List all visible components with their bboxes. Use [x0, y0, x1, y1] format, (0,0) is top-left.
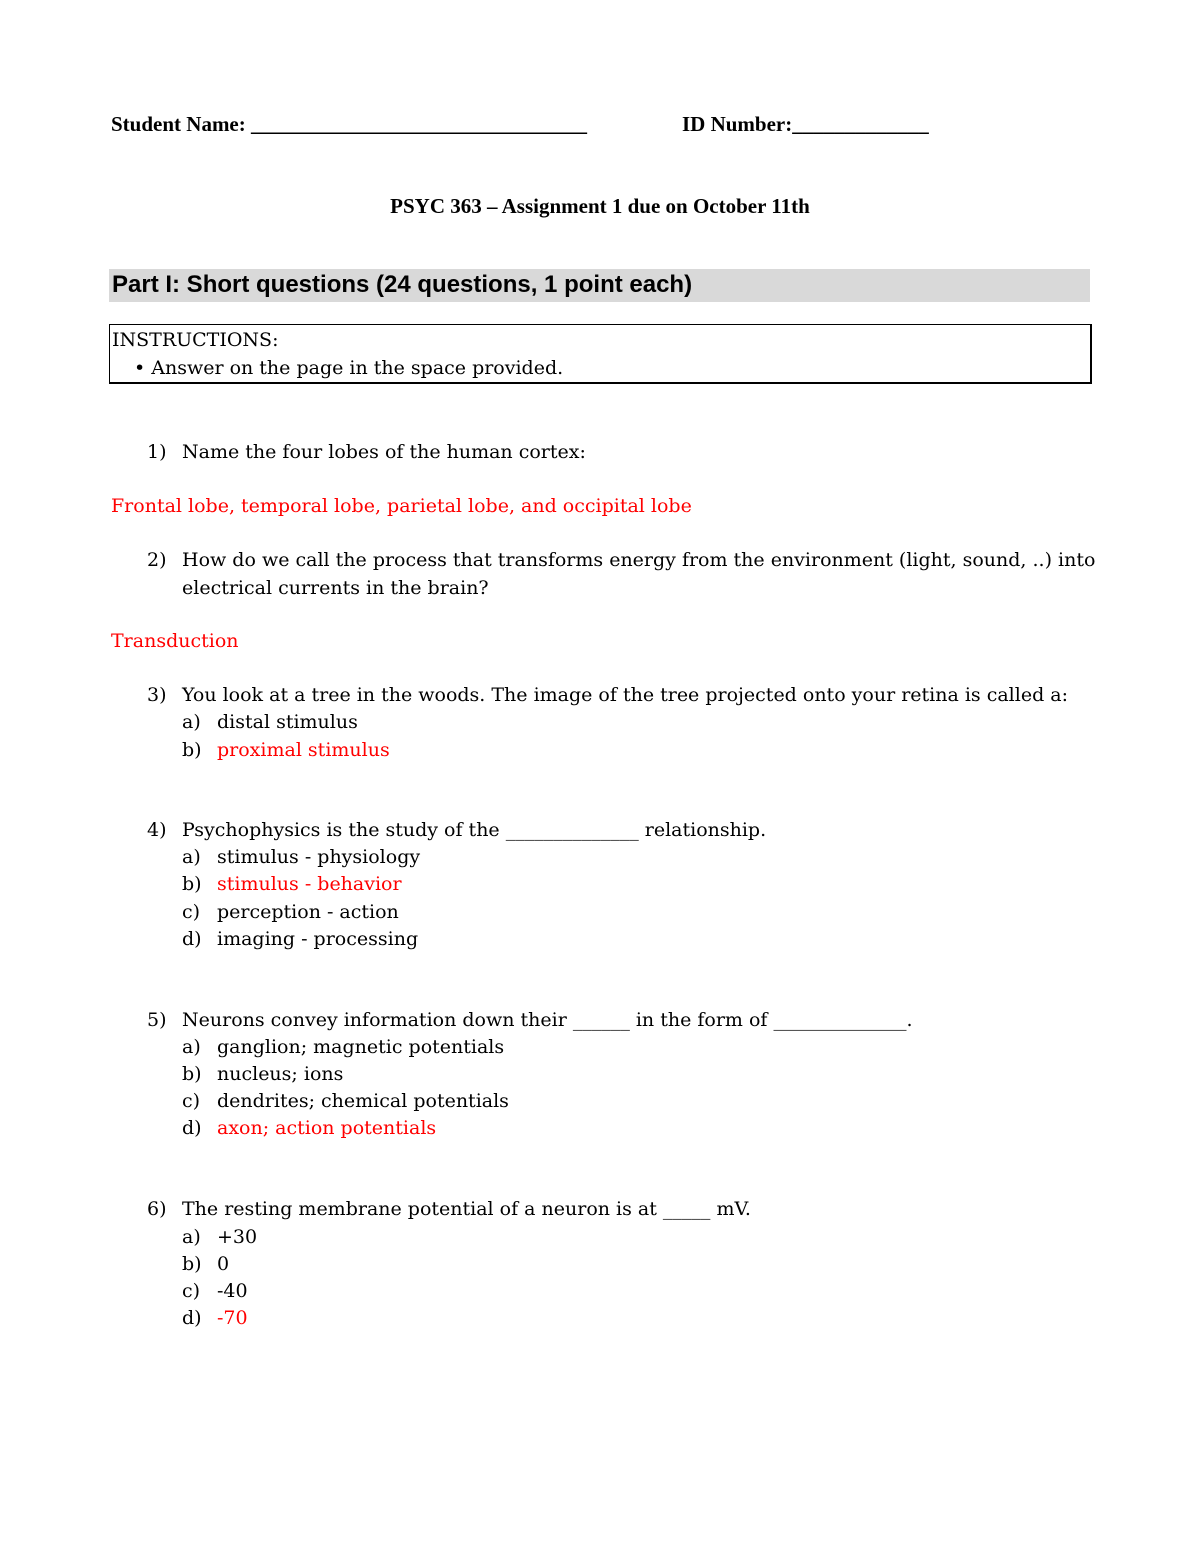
id-number-field: ID Number:_____________	[682, 112, 929, 136]
option-letter: a)	[182, 1226, 201, 1248]
question-text: The resting membrane potential of a neuron is at _____ mV.	[182, 1198, 751, 1220]
instructions-heading: INSTRUCTIONS:	[112, 329, 279, 351]
option-text: -40	[217, 1280, 248, 1302]
option-letter: b)	[182, 1063, 202, 1085]
question-number: 5)	[147, 1009, 167, 1031]
option-letter: d)	[182, 928, 202, 950]
question-text: You look at a tree in the woods. The image of the tree projected onto your retina is called a:	[182, 684, 1069, 706]
option-letter: b)	[182, 1253, 202, 1275]
part-title: Part I: Short questions (24 questions, 1 point each)	[112, 271, 693, 298]
question-number: 3)	[147, 684, 167, 706]
option-letter: d)	[182, 1307, 202, 1329]
instructions-item: • Answer on the page in the space provided.	[134, 357, 564, 379]
option-text-correct: -70	[217, 1307, 248, 1329]
question-number: 4)	[147, 819, 167, 841]
option-text: +30	[217, 1226, 258, 1248]
question-text: Psychophysics is the study of the ______________ relationship.	[182, 819, 767, 841]
answer-text: Transduction	[111, 630, 239, 652]
option-text: dendrites; chemical potentials	[217, 1090, 509, 1112]
option-text: 0	[217, 1253, 230, 1275]
option-text-correct: proximal stimulus	[217, 739, 390, 761]
option-letter: c)	[182, 901, 201, 923]
question-text: Name the four lobes of the human cortex:	[182, 441, 586, 463]
option-letter: a)	[182, 1036, 201, 1058]
question-text-line-1: How do we call the process that transforms energy from the environment (light, sound, ..) into	[182, 549, 1096, 571]
option-text: perception - action	[217, 901, 399, 923]
question-text-line-2: electrical currents in the brain?	[182, 577, 489, 599]
option-text: ganglion; magnetic potentials	[217, 1036, 505, 1058]
option-text: stimulus - physiology	[217, 846, 421, 868]
answer-text: Frontal lobe, temporal lobe, parietal lobe, and occipital lobe	[111, 495, 692, 517]
option-text-correct: stimulus - behavior	[217, 873, 402, 895]
option-letter: b)	[182, 739, 202, 761]
part-heading-bar	[109, 269, 1090, 302]
option-letter: d)	[182, 1117, 202, 1139]
option-letter: c)	[182, 1090, 201, 1112]
option-text-correct: axon; action potentials	[217, 1117, 437, 1139]
option-text: distal stimulus	[217, 711, 358, 733]
question-number: 1)	[147, 441, 167, 463]
option-text: nucleus; ions	[217, 1063, 344, 1085]
page-title: PSYC 363 – Assignment 1 due on October 11th	[390, 194, 810, 218]
option-letter: a)	[182, 846, 201, 868]
option-text: imaging - processing	[217, 928, 419, 950]
question-text: Neurons convey information down their ______ in the form of ______________.	[182, 1009, 913, 1031]
question-number: 6)	[147, 1198, 167, 1220]
instructions-box	[109, 324, 1092, 384]
option-letter: c)	[182, 1280, 201, 1302]
option-letter: b)	[182, 873, 202, 895]
question-number: 2)	[147, 549, 167, 571]
option-letter: a)	[182, 711, 201, 733]
student-name-field: Student Name: ________________________________	[111, 112, 587, 136]
